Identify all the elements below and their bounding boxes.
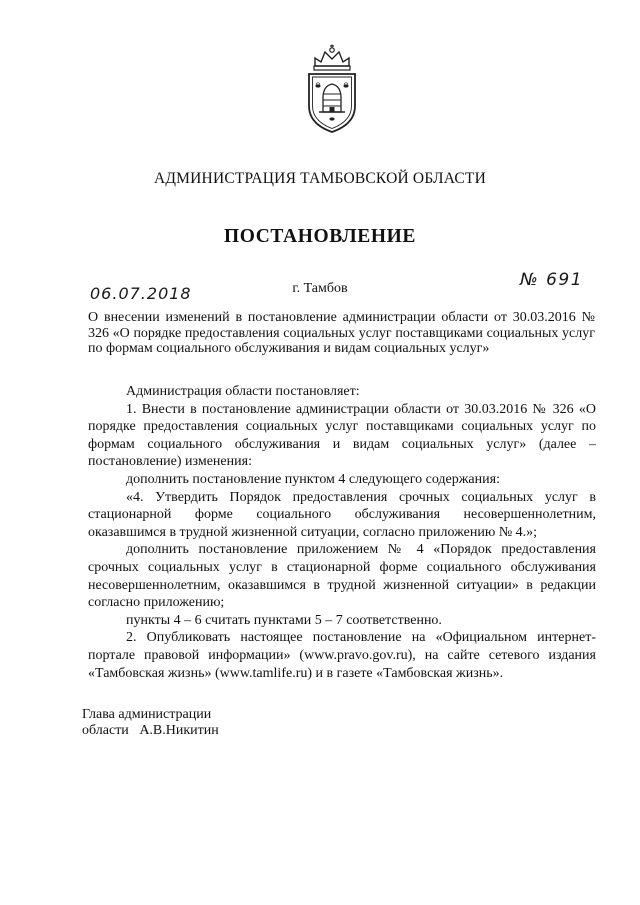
document-subject: О внесении изменений в постановление администрации области от 30.03.2016 № 326 «О порядке предоставления социальных услуг поставщиками социальных услуг по формам социального обслуживания и видам социальных услуг» (88, 310, 595, 356)
signatory-line (82, 723, 219, 739)
body-paragraph: 2. Опубликовать настоящее постановление на «Официальном интернет-портале правовой информации» (www.pravo.gov.ru), на сайте сетевого издания «Тамбовская жизнь» (www.tamlife.ru) и в газете «Тамбовская жизнь». (88, 630, 596, 681)
document-type-title: ПОСТАНОВЛЕНИЕ (223, 226, 417, 247)
signatory-name: А.В.Никитин (139, 723, 219, 738)
signatory-title-region: области (82, 723, 129, 738)
body-paragraph: пункты 4 – 6 считать пунктами 5 – 7 соответственно. (126, 612, 442, 628)
tambov-coat-of-arms-icon (303, 44, 361, 134)
signatory-title: Глава администрации (82, 707, 212, 722)
city-label: г. Тамбов (292, 281, 348, 296)
body-paragraph: Администрация области постановляет: (126, 384, 360, 399)
organization-name: АДМИНИСТРАЦИЯ ТАМБОВСКОЙ ОБЛАСТИ (154, 170, 486, 187)
signature-block (82, 707, 219, 739)
body-paragraph: дополнить постановление пунктом 4 следующего содержания: (126, 471, 500, 487)
body-paragraph: дополнить постановление приложением № 4 «Порядок предоставления срочных социальных услуг в стационарной форме социального обслуживания несовершеннолетним, оказавшимся в трудной жизненной ситуации» в редакции согласно приложению; (88, 542, 596, 611)
handwritten-number: № 691 (520, 270, 584, 290)
document-body (88, 383, 596, 682)
body-paragraph: «4. Утвердить Порядок предоставления срочных социальных услуг в стационарной форме социального обслуживания несовершеннолетним, оказавшимся в трудной жизненной ситуации, согласно приложению № 4.»; (88, 489, 596, 540)
handwritten-date: 06.07.2018 (90, 284, 192, 303)
body-paragraph: 1. Внести в постановление администрации области от 30.03.2016 № 326 «О порядке предоставления социальных услуг поставщиками социальных услуг по формам социального обслуживания и видам социальных услуг» (далее – постановление) изменения: (88, 401, 596, 470)
